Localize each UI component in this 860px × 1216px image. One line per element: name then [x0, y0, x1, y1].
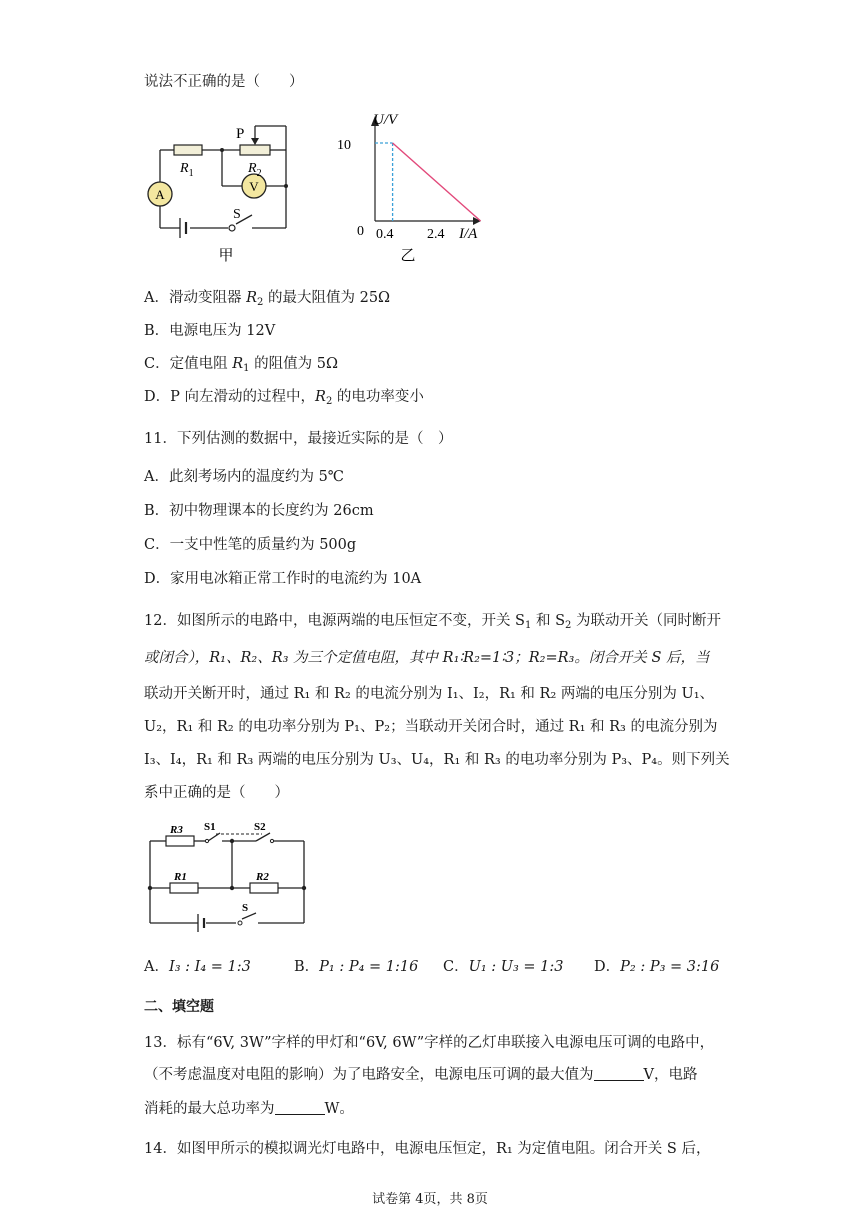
q12-circuit-figure: [144, 813, 309, 938]
q14-line-1: 14．如图甲所示的模拟调光灯电路中，电源电压恒定，R₁ 为定值电阻。闭合开关 S 后，: [144, 1141, 711, 1157]
label-r2: R2: [256, 871, 269, 883]
q11-option-c: C．一支中性笔的质量约为 500g: [144, 537, 357, 553]
origin-label: 0: [357, 224, 364, 239]
resistor-r1: [170, 883, 198, 893]
section-title: 二、填空题: [144, 999, 214, 1015]
q11-option-a: A．此刻考场内的温度约为 5℃: [144, 469, 345, 485]
q10-circuit-figure: [140, 118, 310, 268]
q10-ui-graph: [335, 108, 505, 268]
q10-option-a: A．滑动变阻器 $R_2$ 的最大阻值为 25Ω: [144, 290, 391, 308]
blank-max-voltage[interactable]: [594, 1066, 644, 1081]
q11-option-b: B．初中物理课本的长度约为 26cm: [144, 503, 374, 519]
q12-line-2: 或闭合），R₁、R₂、R₃ 为三个定值电阻，其中 R₁∶R₂=1∶3；R₂=R₃。闭合开关 S 后，当: [144, 650, 710, 666]
y-axis-label: U/V: [373, 112, 398, 128]
resistor-r2: [240, 145, 270, 155]
label-s: S: [242, 902, 249, 914]
resistor-r3: [166, 836, 194, 846]
resistor-r1: [174, 145, 202, 155]
label-ammeter: A: [155, 187, 165, 202]
q12-option-d: D．P₂ : P₃ = 3:16: [594, 959, 720, 975]
q10-stem-tail: 说法不正确的是（ ）: [144, 74, 304, 90]
label-r1: $R_1$: [180, 161, 194, 179]
blank-max-power[interactable]: [275, 1100, 325, 1115]
q12-line-1: 12．如图所示的电路中，电源两端的电压恒定不变，开关 $S_1$ 和 $S_2$ 为联动开关（同时断开: [144, 613, 722, 631]
label-s1: S1: [204, 821, 216, 833]
q12-line-4: U₂，R₁ 和 R₂ 的电功率分别为 P₁、P₂；当联动开关闭合时，通过 R₁ 和 R₃ 的电流分别为: [144, 719, 718, 735]
label-r3: R3: [170, 824, 183, 836]
q11-stem: 11．下列估测的数据中，最接近实际的是（ ）: [144, 431, 453, 447]
x-tick-0-4: 0.4: [376, 227, 394, 242]
q13-line-3: 消耗的最大总功率为 W。: [144, 1101, 354, 1117]
q12-line-5: I₃、I₄，R₁ 和 R₃ 两端的电压分别为 U₃、U₄，R₁ 和 R₃ 的电功率分别为 P₃、P₄。则下列关: [144, 752, 730, 768]
resistor-r2: [250, 883, 278, 893]
q11-option-d: D．家用电冰箱正常工作时的电流约为 10A: [144, 571, 422, 587]
q10-option-c: C．定值电阻 $R_1$ 的阻值为 5Ω: [144, 356, 338, 374]
series-line: [393, 143, 481, 221]
label-r1: R1: [174, 871, 187, 883]
caption-yi: 乙: [400, 248, 416, 264]
label-r2: $R_2$: [248, 161, 262, 179]
q13-line-2: （不考虑温度对电阻的影响）为了电路安全，电源电压可调的最大值为 V，电路: [144, 1067, 698, 1083]
page-footer: 试卷第 4页，共 8页: [372, 1192, 488, 1207]
q10-option-d: D．P 向左滑动的过程中，$R_2$ 的电功率变小: [144, 389, 424, 407]
q12-line-3: 联动开关断开时，通过 R₁ 和 R₂ 的电流分别为 I₁、I₂，R₁ 和 R₂ 两端的电压分别为 U₁、: [144, 686, 715, 702]
x-tick-2-4: 2.4: [427, 227, 445, 242]
q13-line-1: 13．标有“6V, 3W”字样的甲灯和“6V, 6W”字样的乙灯串联接入电源电压可调的电路中，: [144, 1035, 715, 1051]
q12-option-c: C．U₁ : U₃ = 1:3: [443, 959, 564, 975]
q12-option-b: B．P₁ : P₄ = 1:16: [294, 959, 419, 975]
label-voltmeter: V: [249, 179, 259, 194]
y-tick-10: 10: [337, 138, 351, 153]
label-s2: S2: [254, 821, 266, 833]
label-switch: S: [233, 207, 241, 222]
q12-option-a: A．I₃ : I₄ = 1:3: [144, 959, 251, 975]
x-axis-label: I/A: [459, 226, 478, 242]
q10-option-b: B．电源电压为 12V: [144, 323, 276, 339]
label-p: P: [236, 126, 245, 142]
slider-arrow-icon: [251, 138, 259, 145]
caption-jia: 甲: [218, 248, 234, 264]
q12-line-6: 系中正确的是（ ）: [144, 785, 289, 801]
